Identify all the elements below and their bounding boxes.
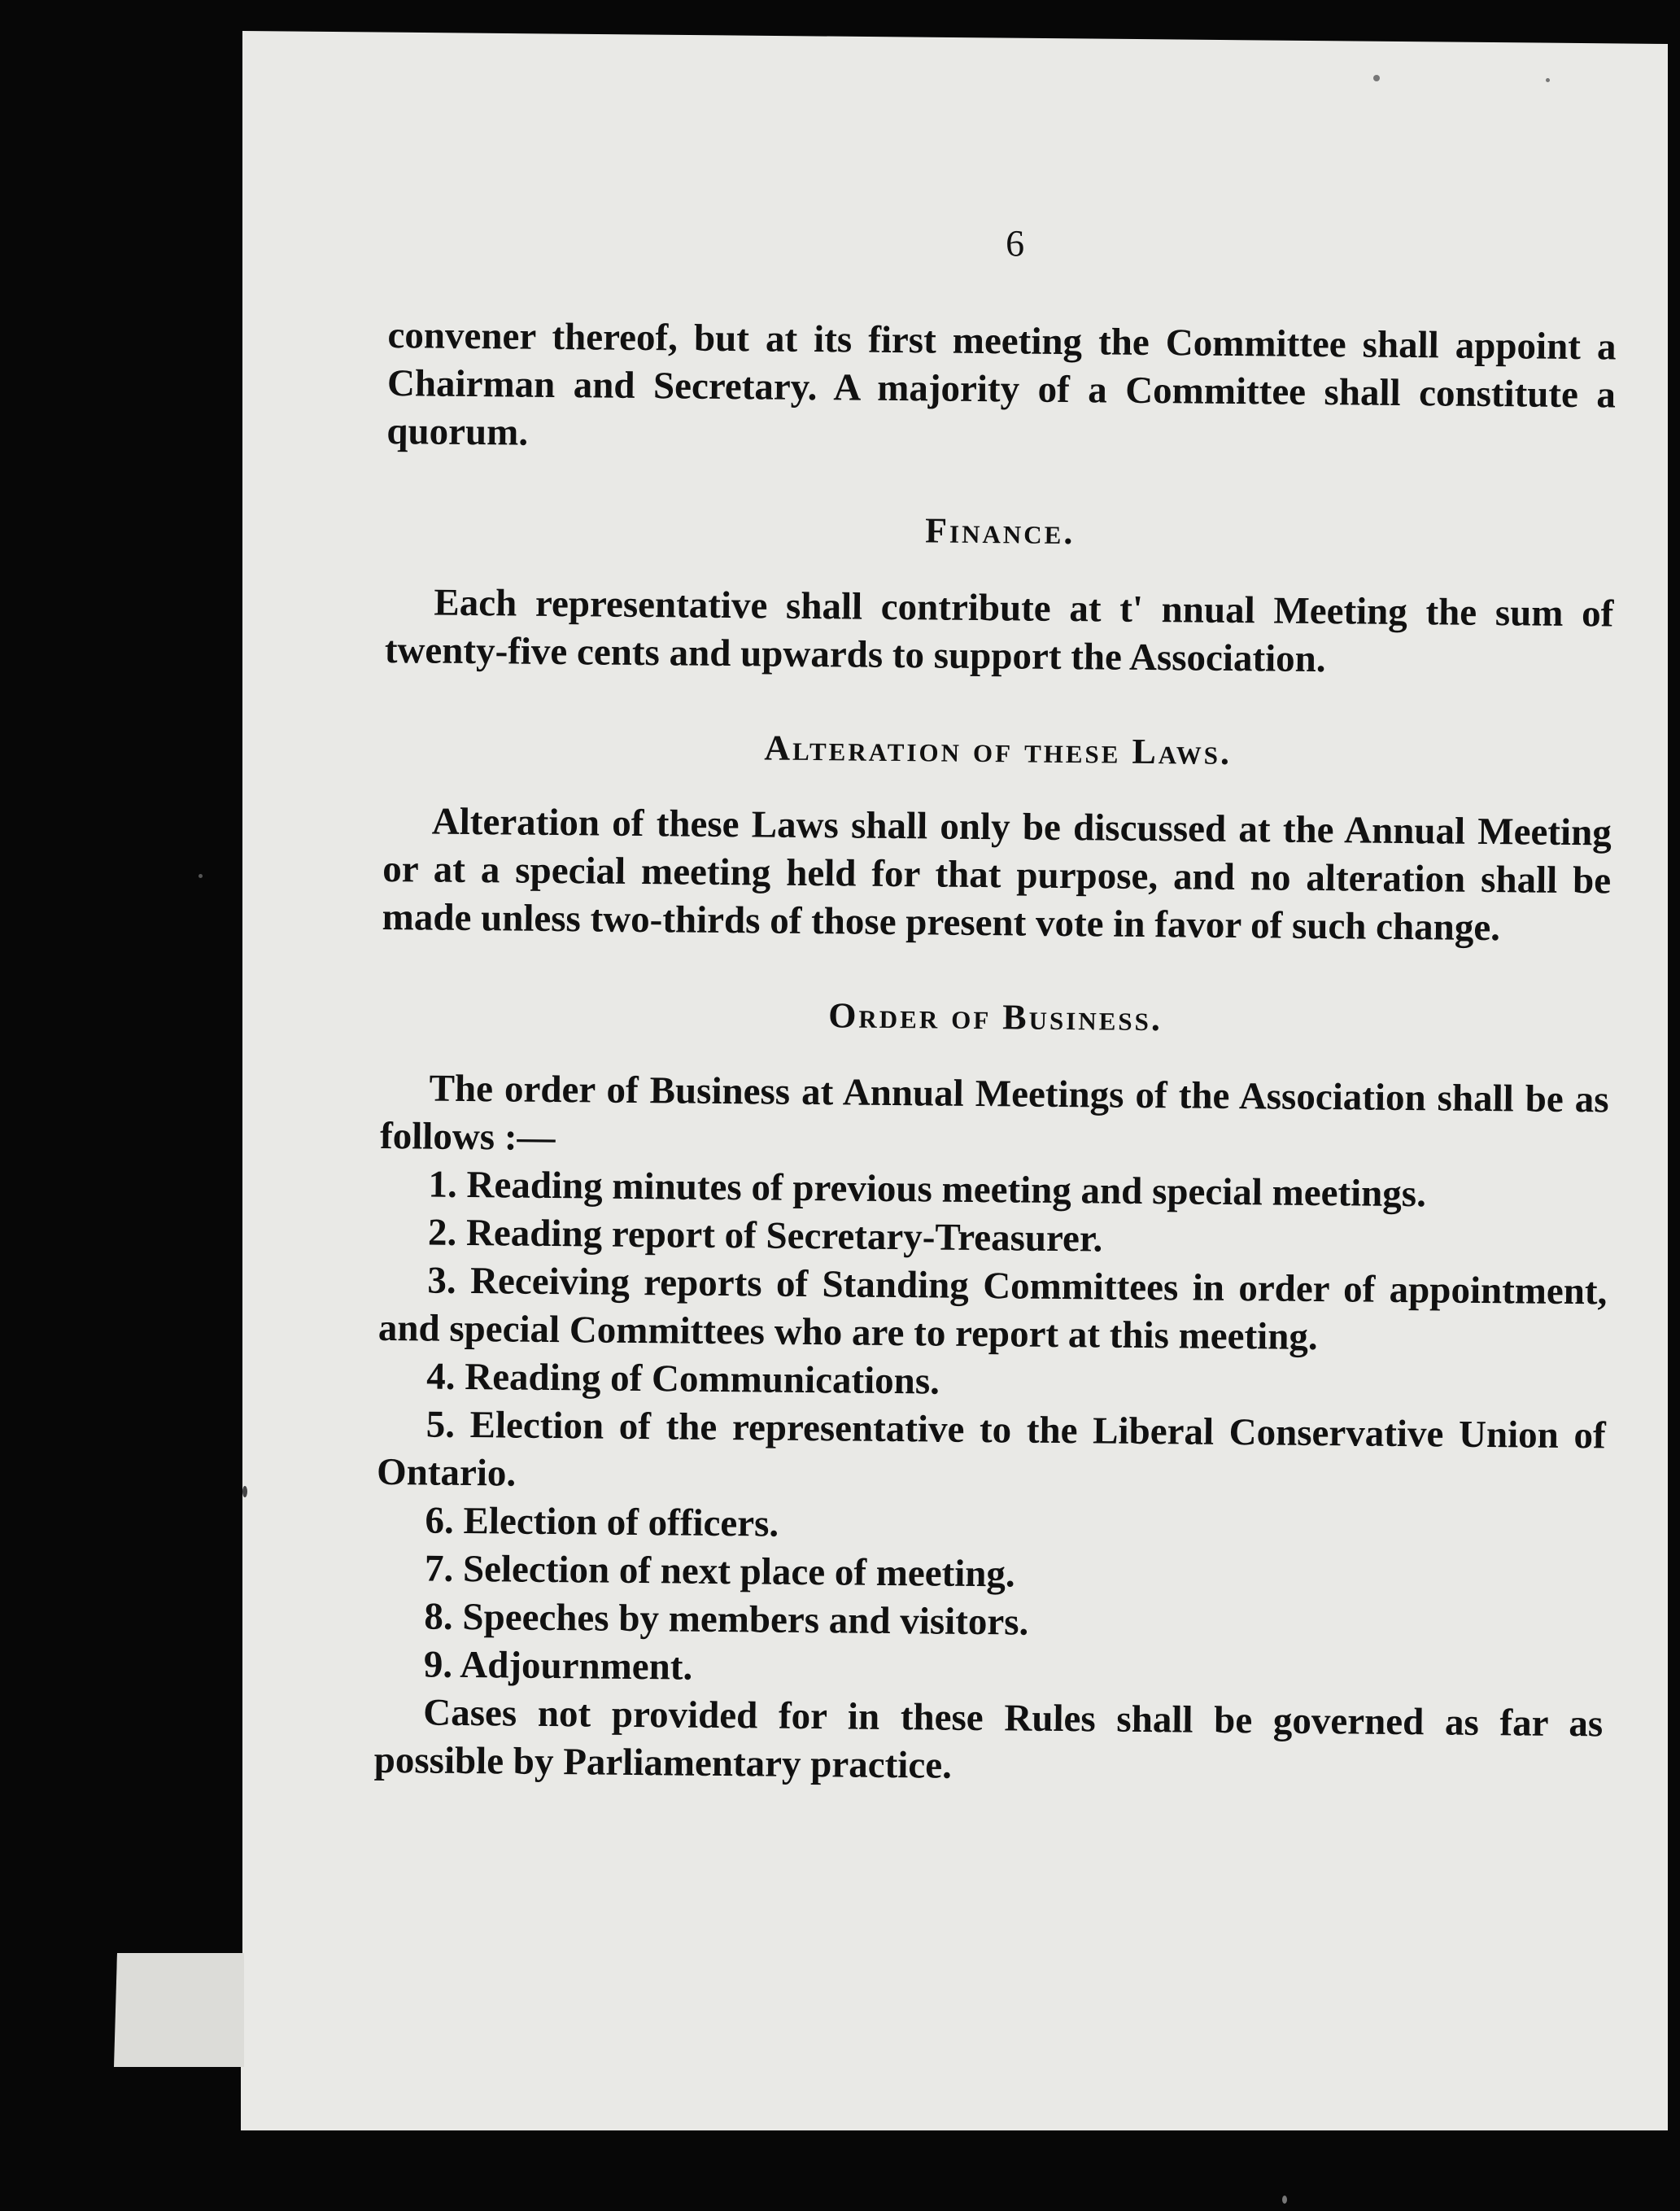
section-heading-alteration: Alteration of these Laws.: [764, 728, 1233, 772]
list-item-text: Election of officers.: [463, 1499, 779, 1545]
list-item-text: Reading minutes of previous meeting and special meetings.: [466, 1163, 1427, 1216]
closing-paragraph: Cases not provided for in these Rules shall be governed as far as possible by Parliamentary practice.: [373, 1691, 1604, 1787]
list-item: [377, 1400, 1606, 1508]
list-item-number: 9.: [423, 1643, 453, 1686]
list-item-number: 3.: [427, 1259, 456, 1302]
list-item-text: Selection of next place of meeting.: [462, 1547, 1015, 1596]
list-item-number: 8.: [424, 1595, 453, 1638]
page-text: [373, 213, 1617, 1796]
list-item-number: 5.: [425, 1403, 456, 1446]
order-of-business-list: [375, 1160, 1608, 1700]
list-item-text: Election of the representative to the Liberal Conservative Union of Ontario.: [376, 1404, 1606, 1495]
section-heading-order-of-business: Order of Business.: [827, 995, 1163, 1039]
speck: [242, 1486, 247, 1497]
opening-paragraph: convener thereof, but at its first meeting the Committee shall appoint a Chairman and Secretary. A majority of a Committee shall constitute a quorum.: [386, 313, 1617, 454]
list-item-text: Reading report of Secretary-Treasurer.: [465, 1211, 1103, 1261]
speck: [199, 874, 203, 878]
list-item-text: Reading of Communications.: [465, 1355, 940, 1403]
list-item-text: Speeches by members and visitors.: [462, 1595, 1029, 1644]
section-heading-finance: Finance.: [924, 510, 1076, 553]
alteration-paragraph: Alteration of these Laws shall only be discussed at the Annual Meeting or at a special meeting held for that purpose, and no alteration shall be made unless two-thirds of those present vote in favor of such change.: [382, 800, 1612, 950]
list-item-text: Adjournment.: [460, 1643, 693, 1689]
page-number: 6: [1005, 222, 1025, 264]
underlying-sheet-edge: [114, 1953, 244, 2067]
speck: [1282, 2196, 1287, 2204]
list-item: [378, 1256, 1608, 1364]
list-item-number: 4.: [426, 1355, 456, 1398]
order-of-business-paragraph: The order of Business at Annual Meetings of the Association shall be as follows :—: [379, 1067, 1609, 1160]
finance-paragraph: Each representative shall contribute at t' nnual Meeting the sum of twenty-five cents and upwards to support the Association.: [384, 581, 1614, 681]
list-item-number: 2.: [427, 1211, 457, 1254]
speck: [1373, 75, 1380, 81]
list-item-number: 7.: [424, 1547, 454, 1590]
list-item-number: 6.: [425, 1499, 455, 1542]
speck: [1546, 78, 1550, 82]
list-item-number: 1.: [428, 1163, 458, 1206]
list-item-text: Receiving reports of Standing Committees in order of appointment, and special Committees who are to report at this meeting.: [377, 1260, 1608, 1359]
